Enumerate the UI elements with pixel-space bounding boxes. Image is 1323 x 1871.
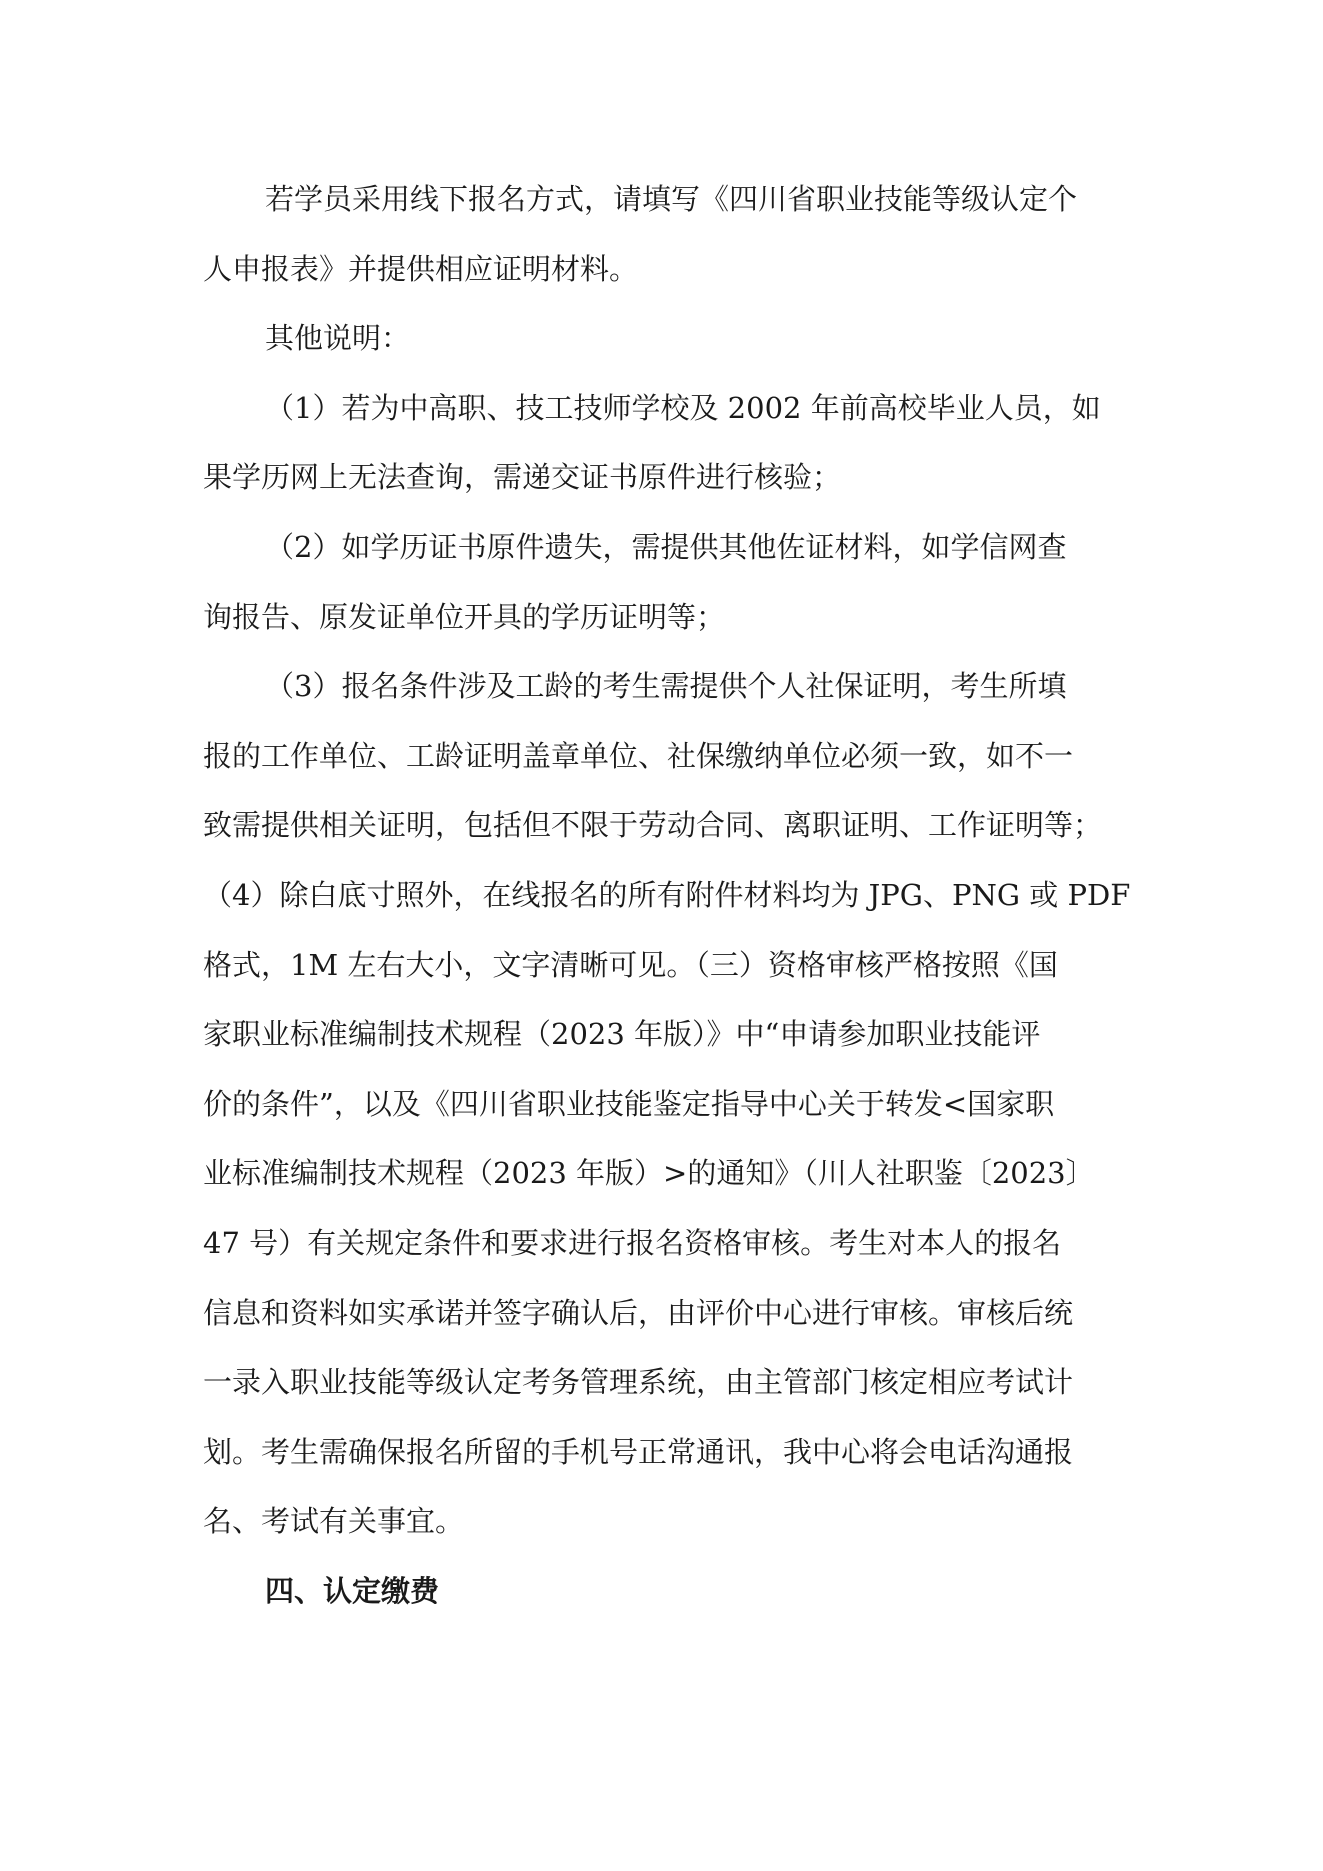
text-line: （3）报名条件涉及工龄的考生需提供个人社保证明，考生所填 (265, 669, 1067, 704)
text-line: 信息和资料如实承诺并签字确认后，由评价中心进行审核。审核后统 (203, 1295, 1074, 1330)
section-heading: 四、认定缴费 (265, 1573, 440, 1608)
text-line: 名、考试有关事宜。 (203, 1504, 465, 1539)
text-line: （4）除白底寸照外，在线报名的所有附件材料均为 JPG、PNG 或 PDF (203, 877, 1131, 912)
text-line: 划。考生需确保报名所留的手机号正常通讯，我中心将会电话沟通报 (203, 1434, 1074, 1469)
text-line: 人申报表》并提供相应证明材料。 (203, 251, 639, 286)
text-line: 价的条件”，以及《四川省职业技能鉴定指导中心关于转发<国家职 (203, 1086, 1055, 1121)
text-line: （1）若为中高职、技工技师学校及 2002 年前高校毕业人员，如 (265, 390, 1101, 425)
other-notes-title (203, 304, 1133, 374)
document-body (203, 165, 1133, 1626)
note-item-3-continued (203, 722, 1133, 861)
note-item-4-and-review (203, 861, 1133, 1557)
text-line: 47 号）有关规定条件和要求进行报名资格审核。考生对本人的报名 (203, 1225, 1062, 1260)
text-line: 业标准编制技术规程（2023 年版）>的通知》（川人社职鉴〔2023〕 (203, 1156, 1095, 1191)
text-line: （2）如学历证书原件遗失，需提供其他佐证材料，如学信网查 (265, 529, 1067, 564)
note-item-2-continued (203, 583, 1133, 653)
text-line: 果学历网上无法查询，需递交证书原件进行核验； (203, 460, 842, 495)
text-line: 若学员采用线下报名方式，请填写《四川省职业技能等级认定个 (265, 182, 1078, 216)
text-line: 询报告、原发证单位开具的学历证明等； (203, 599, 726, 634)
note-item-3 (203, 652, 1133, 722)
text-line: 报的工作单位、工龄证明盖章单位、社保缴纳单位必须一致，如不一 (203, 738, 1074, 773)
text-line: 其他说明： (265, 321, 411, 356)
text-line: 致需提供相关证明，包括但不限于劳动合同、离职证明、工作证明等； (203, 808, 1103, 843)
note-item-1 (203, 374, 1133, 444)
paragraph-offline-registration (203, 165, 1133, 304)
note-item-2 (203, 513, 1133, 583)
text-line: 家职业标准编制技术规程（2023 年版）》中“申请参加职业技能评 (203, 1017, 1041, 1052)
text-line: 一录入职业技能等级认定考务管理系统，由主管部门核定相应考试计 (203, 1365, 1074, 1400)
note-item-1-continued (203, 443, 1133, 513)
text-line: 格式，1M 左右大小，文字清晰可见。（三）资格审核严格按照《国 (203, 947, 1058, 982)
